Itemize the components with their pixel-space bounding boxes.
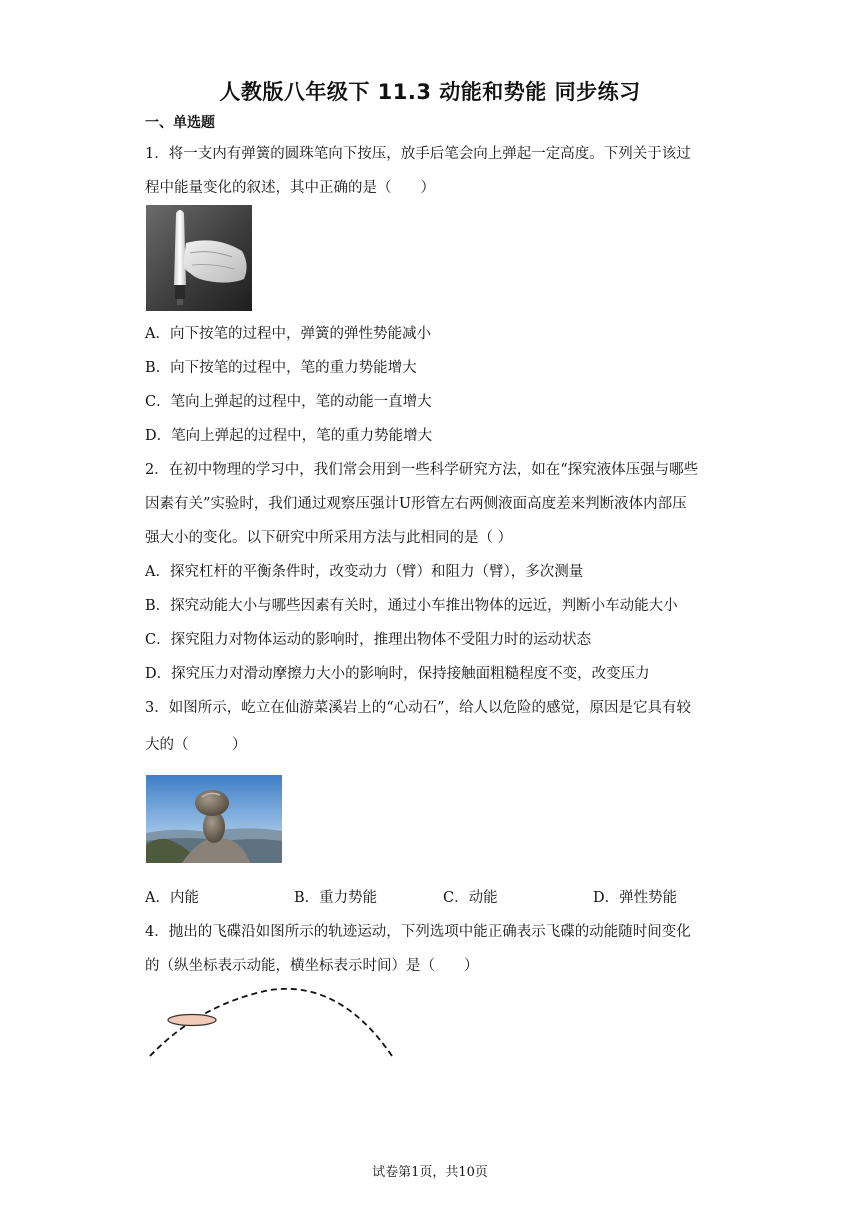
- question-3-option-b[interactable]: B．重力势能: [294, 890, 378, 906]
- question-3-line-2: 大的（ ）: [145, 737, 247, 753]
- question-2-line-2: 因素有关”实验时，我们通过观察压强计U形管左右两侧液面高度差来判断液体内部压: [145, 496, 687, 512]
- question-2-option-a[interactable]: A．探究杠杆的平衡条件时，改变动力（臂）和阻力（臂），多次测量: [145, 564, 584, 580]
- question-2-line-3: 强大小的变化。以下研究中所采用方法与此相同的是（ ）: [145, 530, 513, 546]
- page-footer: 试卷第1页，共10页: [372, 1165, 488, 1180]
- question-2-line-1: 2．在初中物理的学习中，我们常会用到一些科学研究方法，如在“探究液体压强与哪些: [145, 462, 699, 478]
- page-title: 人教版八年级下 11.3 动能和势能 同步练习: [219, 80, 641, 104]
- question-1-line-2: 程中能量变化的叙述，其中正确的是（ ）: [145, 180, 435, 196]
- hand-pressing-pen-photo: [146, 205, 252, 311]
- section-heading: 一、单选题: [145, 115, 215, 131]
- question-1-line-1: 1．将一支内有弹簧的圆珠笔向下按压，放手后笔会向上弹起一定高度。下列关于该过: [145, 146, 691, 162]
- question-1-option-b[interactable]: B．向下按笔的过程中，笔的重力势能增大: [145, 360, 417, 376]
- question-1-option-a[interactable]: A．向下按笔的过程中，弹簧的弹性势能减小: [145, 326, 431, 342]
- question-2-option-b[interactable]: B．探究动能大小与哪些因素有关时，通过小车推出物体的远近，判断小车动能大小: [145, 598, 678, 614]
- question-4-line-1: 4．抛出的飞碟沿如图所示的轨迹运动，下列选项中能正确表示飞碟的动能随时间变化: [145, 924, 691, 940]
- question-3-option-d[interactable]: D．弹性势能: [593, 890, 678, 906]
- question-2-option-d[interactable]: D．探究压力对滑动摩擦力大小的影响时，保持接触面粗糙程度不变，改变压力: [145, 666, 650, 682]
- question-3-line-1: 3．如图所示，屹立在仙游菜溪岩上的“心动石”，给人以危险的感觉，原因是它具有较: [145, 700, 692, 716]
- question-1-option-c[interactable]: C．笔向上弹起的过程中，笔的动能一直增大: [145, 394, 432, 410]
- question-2-option-c[interactable]: C．探究阻力对物体运动的影响时，推理出物体不受阻力时的运动状态: [145, 632, 592, 648]
- frisbee: [168, 1015, 216, 1026]
- question-4-line-2: 的（纵坐标表示动能，横坐标表示时间）是（ ）: [145, 958, 479, 974]
- question-3-option-c[interactable]: C．动能: [443, 890, 498, 906]
- balanced-rock-photo: [146, 775, 282, 863]
- question-1-option-d[interactable]: D．笔向上弹起的过程中，笔的重力势能增大: [145, 428, 433, 444]
- question-3-option-a[interactable]: A．内能: [145, 890, 199, 906]
- frisbee-trajectory-diagram: [140, 982, 400, 1062]
